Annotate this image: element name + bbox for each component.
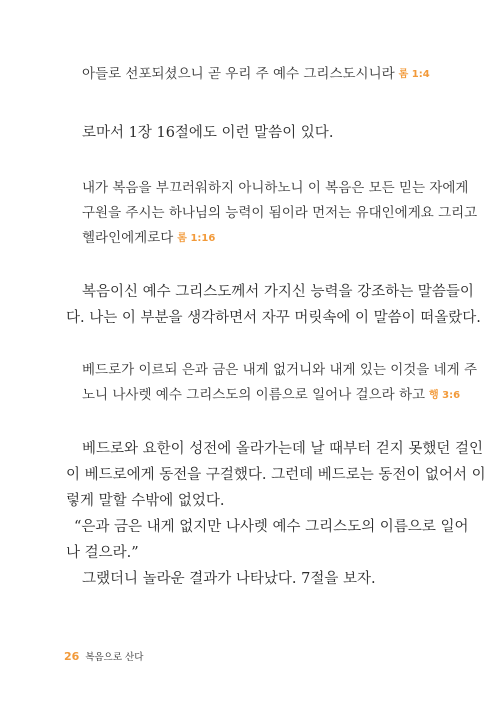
scripture-quote-line [82,385,460,406]
body-text-line: 그랬더니 놀라운 결과가 나타났다. 7절을 보자. [82,571,376,587]
body-text-line: 이 베드로에게 동전을 구걸했다. 그런데 베드로는 동전이 없어서 이 [66,467,486,483]
scripture-quote-line [82,228,215,249]
body-text-line: 나 걸으라.” [66,545,139,561]
page-number: 26 [64,650,80,663]
scripture-quote-line: 내가 복음을 부끄러워하지 아니하노니 이 복음은 모든 믿는 자에게 [82,180,469,196]
scripture-quote-line: 구원을 주시는 하나님의 능력이 됨이라 먼저는 유대인에게요 그리고 [82,205,478,221]
body-text-line: 다. 나는 이 부분을 생각하면서 자꾸 머릿속에 이 말씀이 떠올랐다. [66,310,481,326]
scripture-quote-line: 베드로가 이르되 은과 금은 내게 없거니와 내게 있는 이것을 네게 주 [82,362,478,378]
body-text-line: 베드로와 요한이 성전에 올라가는데 날 때부터 걷지 못했던 걸인 [82,441,484,457]
quote-text: 아들로 선포되셨으니 곧 우리 주 예수 그리스도시니라 [82,66,395,82]
book-title: 복음으로 산다 [85,652,144,663]
scripture-reference: 롬 1:16 [177,233,216,244]
body-text-line: 로마서 1장 16절에도 이런 말씀이 있다. [82,125,334,141]
body-text-line: “은과 금은 내게 없지만 나사렛 예수 그리스도의 이름으로 일어 [74,519,469,535]
scripture-quote-line [82,64,430,85]
scripture-reference: 롬 1:4 [398,69,430,80]
quote-text: 헬라인에게로다 [82,230,174,246]
scripture-reference: 행 3:6 [429,390,461,401]
page-footer [64,649,143,663]
body-text-line: 복음이신 예수 그리스도께서 가지신 능력을 강조하는 말씀들이 [82,284,474,300]
body-text-line: 렇게 말할 수밖에 없었다. [66,493,225,509]
quote-text: 노니 나사렛 예수 그리스도의 이름으로 일어나 걸으라 하고 [82,387,426,403]
